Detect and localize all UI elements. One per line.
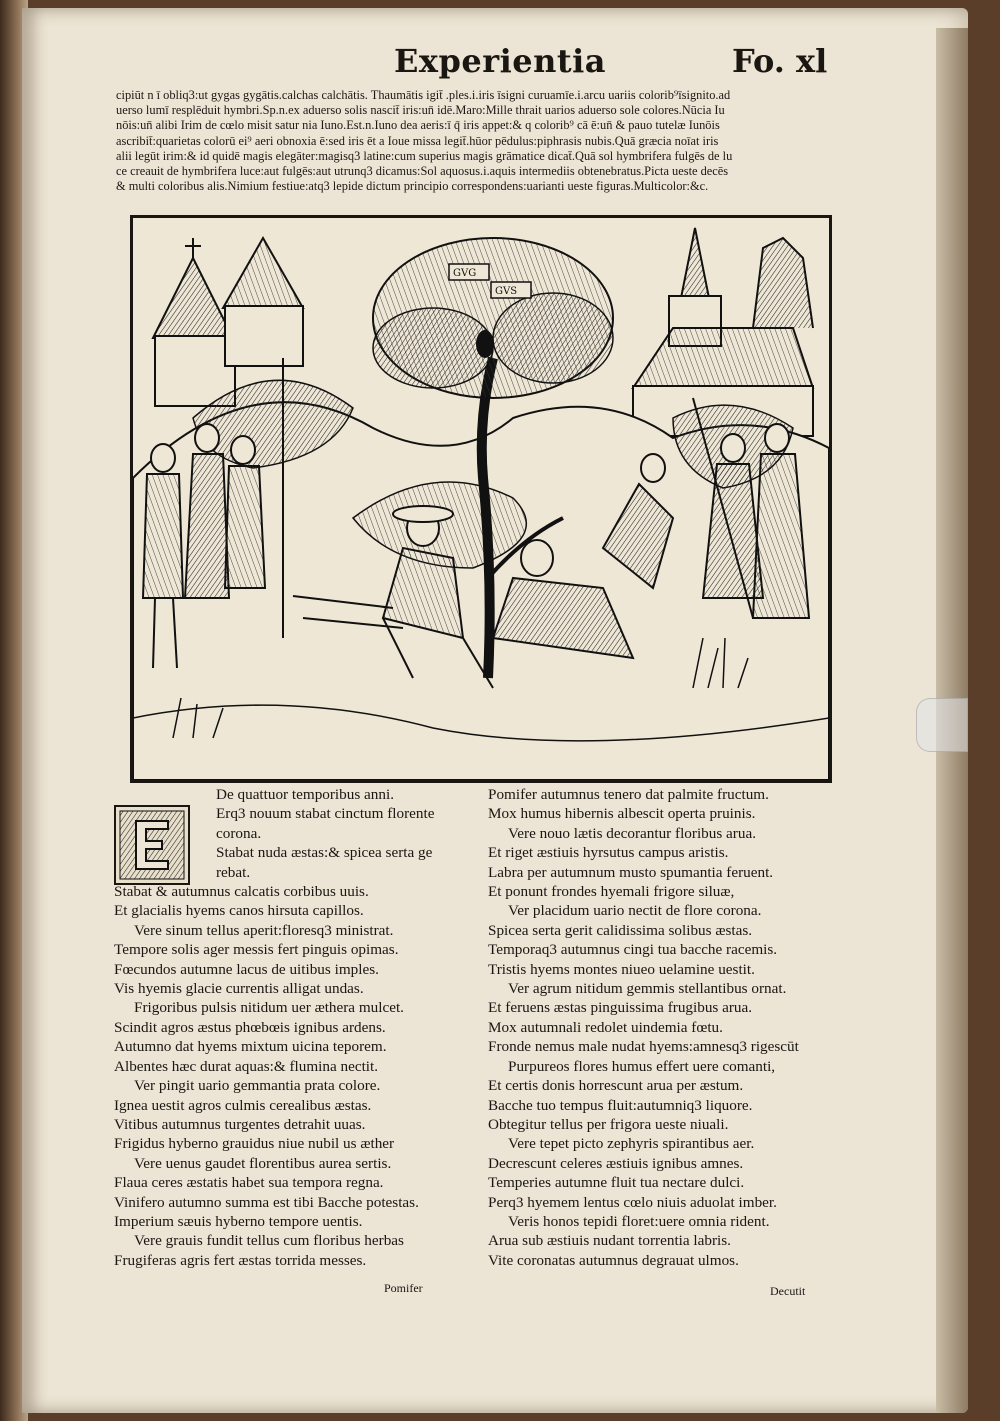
verse-line: Vere tepet picto zephyris spirantibus aer.	[508, 1135, 755, 1153]
page-marker-tab	[916, 698, 968, 752]
verse-line: Purpureos flores humus effert uere comanti,	[508, 1057, 776, 1075]
verse-line: Frugiferas agris fert æstas torrida messes.	[114, 1251, 367, 1269]
running-head	[22, 40, 968, 90]
verse-line: Mox autumnali redolet uindemia fœtu.	[488, 1018, 723, 1036]
verse-line: Ver pingit uario gemmantia prata colore.	[134, 1077, 381, 1095]
commentary-line: ce creauit de hymbrifera luce:aut fulgēs:aut utrunq3 dicamus:Sol aquosus.i.aquis intermediis obtenebratus.Picta ueste decēs	[116, 164, 729, 179]
commentary-line: cipiūt n ī obliq3:ut gygas gygātis.calchas calchātis. Thaumātis igit̄ .ples.i.iris īsigni curuamīe.i.arcu uariis colorib⁹īsignito.ad	[116, 88, 731, 102]
verse-line: Obtegitur tellus per frigora ueste niuali.	[488, 1115, 729, 1133]
verse-line: Et certis donis horrescunt arua per æstum.	[488, 1077, 744, 1095]
verse-line: Vere nouo lætis decorantur floribus arua.	[508, 824, 756, 842]
verse-line: Et ponunt frondes hyemali frigore siluæ,	[488, 883, 735, 901]
verse-line: Ignea uestit agros culmis cerealibus æstas.	[114, 1096, 372, 1114]
woodcut-illustration	[130, 215, 832, 783]
book-page	[22, 8, 968, 1413]
verse-line: Scindit agros æstus phœbœis ignibus ardens.	[114, 1018, 386, 1036]
catchword-left: Pomifer	[384, 1281, 423, 1295]
verse-line: Frigoribus pulsis nitidum uer æthera mulcet.	[134, 999, 404, 1017]
verse-line: Perq3 hyemem lentus cœlo niuis aduolat imber.	[488, 1193, 777, 1211]
verse-line: Flaua ceres æstatis habet sua tempora regna.	[114, 1174, 384, 1192]
verse-line: Stabat nuda æstas:& spicea serta ge	[216, 844, 433, 862]
verse-line: Fronde nemus male nudat hyems:amnesq3 rigescūt	[488, 1038, 799, 1056]
verse-line: Et glacialis hyems canos hirsuta capillos.	[114, 902, 364, 920]
verse-line: Vere sinum tellus aperit:floresq3 ministrat.	[134, 921, 394, 939]
verse-line: Vite coronatas autumnus degrauat ulmos.	[488, 1251, 739, 1269]
poem-column-left	[114, 785, 494, 1270]
verse-line: Imperium sæuis hyberno tempore uentis.	[114, 1212, 363, 1230]
verse-line: Pomifer autumnus tenero dat palmite fructum.	[488, 786, 769, 803]
verse-line: Temporaq3 autumnus cingi tua bacche racemis.	[488, 941, 778, 959]
verse-line: Vitibus autumnus turgentes detrahit uuas.	[114, 1115, 366, 1133]
commentary-line: nōis:un̄ alibi Irim de cœlo misit satur nia Iuno.Est.n.Iuno dea aeris:ī q̄ iris appet:& q colorib⁹ cā ē:un̄ & pauo tutelæ Iunōis	[116, 118, 720, 133]
verse-line: Tristis hyems montes niueo uelamine uestit.	[488, 960, 755, 978]
banner-label-2: GVS	[495, 286, 518, 297]
folio-number: Fo. xl	[732, 42, 828, 80]
poem-column-right	[488, 785, 888, 1270]
verse-line: Ver placidum uario nectit de flore corona.	[508, 902, 762, 920]
commentary-line: alii legūt irim:& id quidē magis elegāter:magisq3 latine:cum superius magis grāmatice dicat̄.Quā sol hymbrifera fulgēs de lu	[116, 148, 733, 163]
verse-line: Et riget æstiuis hyrsutus campus aristis.	[488, 844, 729, 862]
verse-line: Stabat & autumnus calcatis corbibus uuis.	[114, 883, 369, 901]
woodcut-drawing	[133, 218, 829, 780]
verse-line: De quattuor temporibus anni.	[216, 786, 394, 803]
verse-line: Labra per autumnum musto spumantia feruent.	[488, 863, 774, 881]
verse-line: Vere grauis fundit tellus cum floribus herbas	[134, 1232, 404, 1250]
verse-line: Albentes hæc durat aquas:& flumina nectit.	[114, 1057, 379, 1075]
banner-label-1: GVG	[453, 268, 477, 279]
verse-line: Vis hyemis glacie currentis alligat undas.	[114, 980, 364, 998]
verse-line: Arua sub æstiuis nudant torrentia labris.	[488, 1232, 731, 1250]
verse-line: Fœcundos autumne lacus de uitibus imples.	[114, 960, 379, 978]
verse-line: Erq3 nouum stabat cinctum florente	[216, 805, 435, 823]
verse-line: Bacche tuo tempus fluit:autumniq3 liquore.	[488, 1096, 753, 1114]
catchword-right: Decutit	[770, 1284, 806, 1298]
verse-line: Et feruens æstas pinguissima frugibus arua.	[488, 999, 753, 1017]
verse-line: Frigidus hyberno grauidus niue nubil us æther	[114, 1135, 395, 1153]
verse-line: Vere uenus gaudet florentibus aurea sertis.	[134, 1154, 392, 1172]
verse-line: Tempore solis ager messis fert pinguis opimas.	[114, 941, 399, 959]
commentary-block	[116, 88, 876, 194]
verse-line: Autumno dat hyems mixtum uicina teporem.	[114, 1038, 387, 1056]
commentary-line: ascribit̄:quarietas colorū ei⁹ aeri obnoxia ē:sed iris ēt a Ioue missa legit̄.hūor pēdulus:piphrasis nubis.Quā græcia noīat iris	[116, 133, 719, 148]
verse-line: Temperies autumne fluit tua nectare dulci.	[488, 1174, 745, 1192]
verse-line: Veris honos tepidi floret:uere omnia rident.	[508, 1212, 770, 1230]
commentary-line: & multi coloribus alis.Nimium festiue:atq3 lepide dictum principio correspondens:uarianti ueste figuras.Multicolor:&c.	[116, 179, 709, 194]
verse-line: Decrescunt celeres æstiuis ignibus amnes.	[488, 1154, 744, 1172]
verse-line: corona.	[216, 824, 262, 842]
verse-line: Mox humus hibernis albescit operta pruinis.	[488, 805, 756, 823]
commentary-line: uerso lumī resplēduit hymbri.Sp.n.ex aduerso solis nascit̄ iris:un̄ idē.Maro:Mille thrait uarios aduerso sole colores.Nūcia Iu	[116, 103, 725, 118]
verse-line: Ver agrum nitidum gemmis stellantibus ornat.	[508, 980, 787, 998]
verse-line: Vinifero autumno summa est tibi Bacche potestas.	[114, 1193, 419, 1211]
verse-line: rebat.	[216, 863, 251, 881]
page-title: Experientia	[394, 42, 607, 80]
verse-line: Spicea serta gerit calidissima solibus æstas.	[488, 921, 753, 939]
